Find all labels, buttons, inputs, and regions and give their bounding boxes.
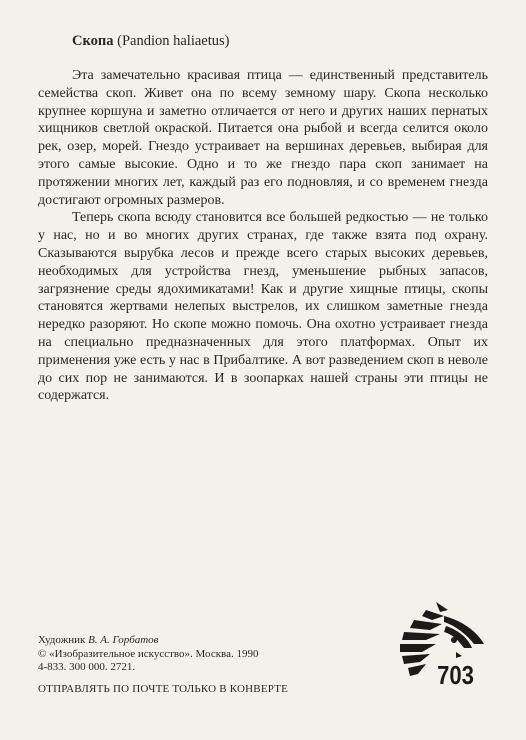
logo-number: 703	[437, 661, 474, 691]
print-code: 4-833. 300 000. 2721.	[38, 661, 136, 673]
page-title	[72, 32, 229, 50]
mailing-notice: ОТПРАВЛЯТЬ ПО ПОЧТЕ ТОЛЬКО В КОНВЕРТЕ	[38, 683, 289, 695]
description-text	[38, 67, 488, 405]
credits	[38, 634, 258, 675]
paragraph-2: Теперь скопа всюду становится все большей редкостью — не только у нас, но и во многих других странах, где также взята под охрану. Сказываются вырубка лесов и прежде всего старых высоких деревьев, необходимых для устройства гнезд, уменьшение рыбных запасов, загрязнение среды ядохимикатами! Как и другие хищные птицы, скопы становятся жертвами нелепых выстрелов, их слишком заметные гнезда нередко разоряют. Но скопе можно помочь. Она охотно устраивает гнезда на специально предназначенных для этого платформах. Опыт их применения уже есть у нас в Прибалтике. А вот разведением скоп в неволе до сих пор не занимаются. И в зоопарках нашей страны эти птицы не содержатся.	[38, 210, 488, 404]
species-name: Скопа	[72, 33, 114, 49]
artist-name: В. А. Горбатов	[88, 634, 159, 646]
artist-label: Художник	[38, 634, 86, 646]
zebra-head-logo-icon	[396, 600, 492, 696]
artist-line	[38, 634, 258, 648]
publisher-line: © «Изобразительное искусство». Москва. 1990	[38, 647, 259, 660]
species-latin-name: (Pandion haliaetus)	[117, 33, 230, 49]
paragraph-1: Эта замечательно красивая птица — единственный представитель семейства скоп. Живет она по всему земному шару. Скопа несколько крупнее коршуна и заметно отличается от него и других наших пернатых хищников светлой окраской. Питается она рыбой и всегда селится около рек, озер, морей. Гнездо устраивает на вершинах деревьев, выбирая для этого самые высокие. Одно и то же гнездо пара скоп занимает на протяжении многих лет, каждый раз его подновляя, и со временем гнезда достигают огромных размеров.	[38, 68, 488, 208]
